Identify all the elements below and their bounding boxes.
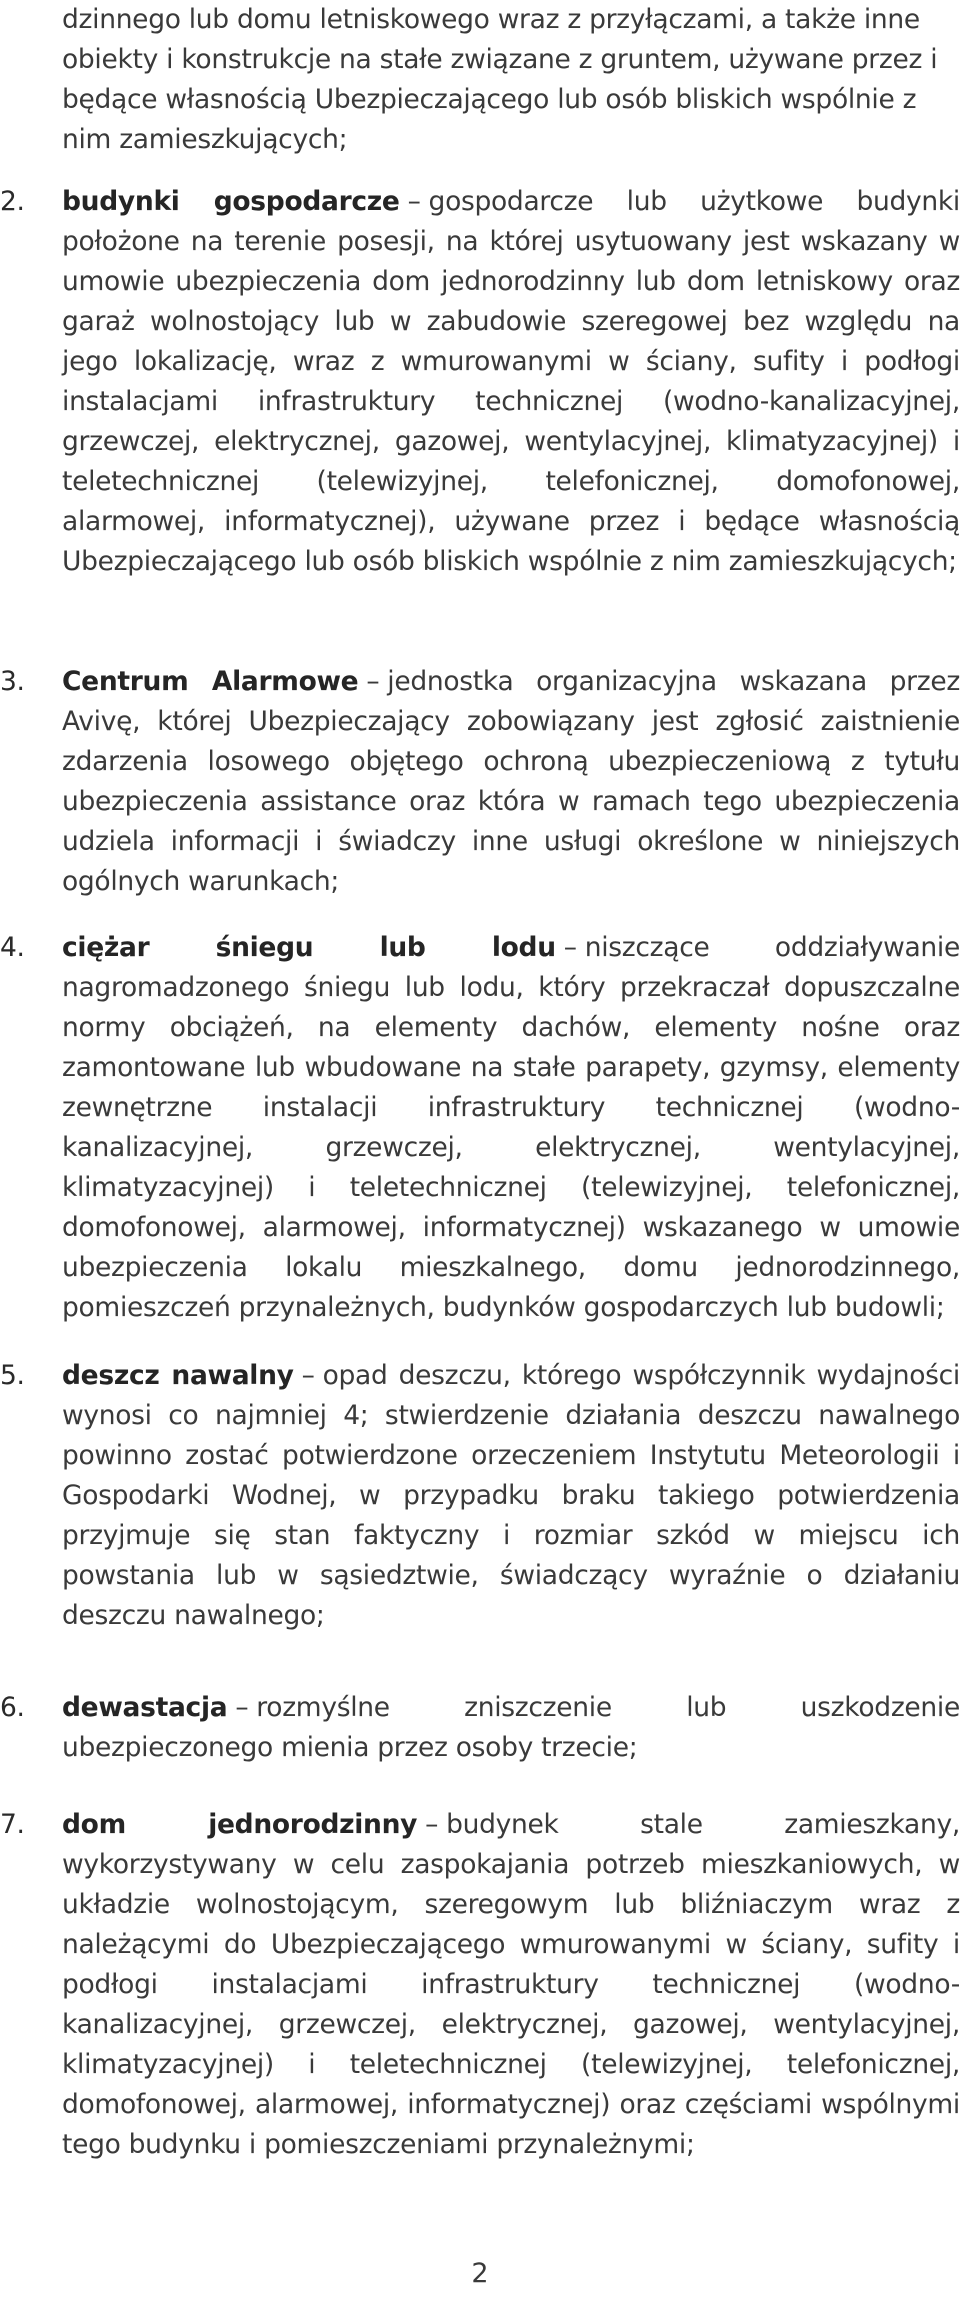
em-dash: – (425, 1809, 439, 1840)
defined-term: dewastacja (62, 1692, 228, 1723)
em-dash: – (235, 1692, 249, 1723)
defined-term: deszcz nawalny (62, 1360, 294, 1391)
definition-text: jednostka organizacyjna wskazana przez Avivę, której Ubezpieczający zobowiązany jest zgłosić zaistnienie zdarzenia losowego objętego ochroną ubezpieczeniową z tytułu ubezpieczenia assistance oraz która w ramach tego ubezpieczenia udziela informacji i świadczy inne usługi określone w niniejszych ogólnych warunkach; (62, 666, 960, 897)
definition-text: opad deszczu, którego współczynnik wydajności wynosi co najmniej 4; stwierdzenie działania deszczu nawalnego powinno zostać potwierdzone orzeczeniem Instytutu Meteorologii i Gospodarki Wodnej, w przypadku braku takiego potwierdzenia przyjmuje się stan faktyczny i rozmiar szkód w miejscu ich powstania lub w sąsiedztwie, świadczący wyraźnie o działaniu deszczu nawalnego; (62, 1360, 960, 1631)
defined-term: budynki gospodarcze (62, 186, 400, 217)
defined-term: ciężar śniegu lub lodu (62, 932, 556, 963)
item-body (62, 182, 960, 582)
item-body (62, 1805, 960, 2165)
defined-term: dom jednorodzinny (62, 1809, 418, 1840)
item-number: 3. (0, 666, 25, 697)
definition-text: gospodarcze lub użytkowe budynki położone na terenie posesji, na której usytuowany jest wskazany w umowie ubezpieczenia dom jednorodzinny lub dom letniskowy oraz garaż wolnostojący lub w zabudowie szeregowej bez względu na jego lokalizację, wraz z wmurowanymi w ściany, sufity i podłogi instalacjami infrastruktury technicznej (wodno-kanalizacyjnej, grzewczej, elektrycznej, gazowej, wentylacyjnej, klimatyzacyjnej) i teletechnicznej (telewizyjnej, telefonicznej, domofonowej, alarmowej, informatycznej), używane przez i będące własnością Ubezpieczającego lub osób bliskich wspólnie z nim zamieszkujących; (62, 186, 960, 577)
item-body (62, 928, 960, 1328)
item-number: 7. (0, 1809, 25, 1840)
em-dash: – (563, 932, 577, 963)
item-body (62, 662, 960, 902)
definition-text: rozmyślne zniszczenie lub uszkodzenie ubezpieczonego mienia przez osoby trzecie; (62, 1692, 960, 1763)
continued-paragraph: dzinnego lub domu letniskowego wraz z przyłączami, a także inne obiekty i konstrukcje na stałe związane z gruntem, używane przez i będące własnością Ubezpieczającego lub osób bliskich wspólnie z nim zamieszkujących; (62, 4, 938, 155)
definition-text: niszczące oddziaływanie nagromadzonego śniegu lub lodu, który przekraczał dopuszczalne normy obciążeń, na elementy dachów, elementy nośne oraz zamontowane lub wbudowane na stałe parapety, gzymsy, elementy zewnętrzne instalacji infrastruktury technicznej (wodno-kanalizacyjnej, grzewczej, elektrycznej, wentylacyjnej, klimatyzacyjnej) i teletechnicznej (telewizyjnej, telefonicznej, domofonowej, alarmowej, informatycznej) wskazanego w umowie ubezpieczenia lokalu mieszkalnego, domu jednorodzinnego, pomieszczeń przynależnych, budynków gospodarczych lub budowli; (62, 932, 960, 1323)
em-dash: – (366, 666, 380, 697)
item-number: 6. (0, 1692, 25, 1723)
page-number: 2 (471, 2258, 489, 2289)
item-body (62, 1356, 960, 1636)
defined-term: Centrum Alarmowe (62, 666, 359, 697)
definition-text: budynek stale zamieszkany, wykorzystywany w celu zaspokajania potrzeb mieszkaniowych, w układzie wolnostojącym, szeregowym lub bliźniaczym wraz z należącymi do Ubezpieczającego wmurowanymi w ściany, sufity i podłogi instalacjami infrastruktury technicznej (wodno-kanalizacyjnej, grzewczej, elektrycznej, gazowej, wentylacyjnej, klimatyzacyjnej) i teletechnicznej (telewizyjnej, telefonicznej, domofonowej, alarmowej, informatycznej) oraz częściami wspólnymi tego budynku i pomieszczeniami przynależnymi; (62, 1809, 960, 2160)
item-number: 4. (0, 932, 25, 963)
em-dash: – (301, 1360, 315, 1391)
item-body (62, 1688, 960, 1768)
item-number: 5. (0, 1360, 25, 1391)
item-number: 2. (0, 186, 25, 217)
em-dash: – (407, 186, 421, 217)
